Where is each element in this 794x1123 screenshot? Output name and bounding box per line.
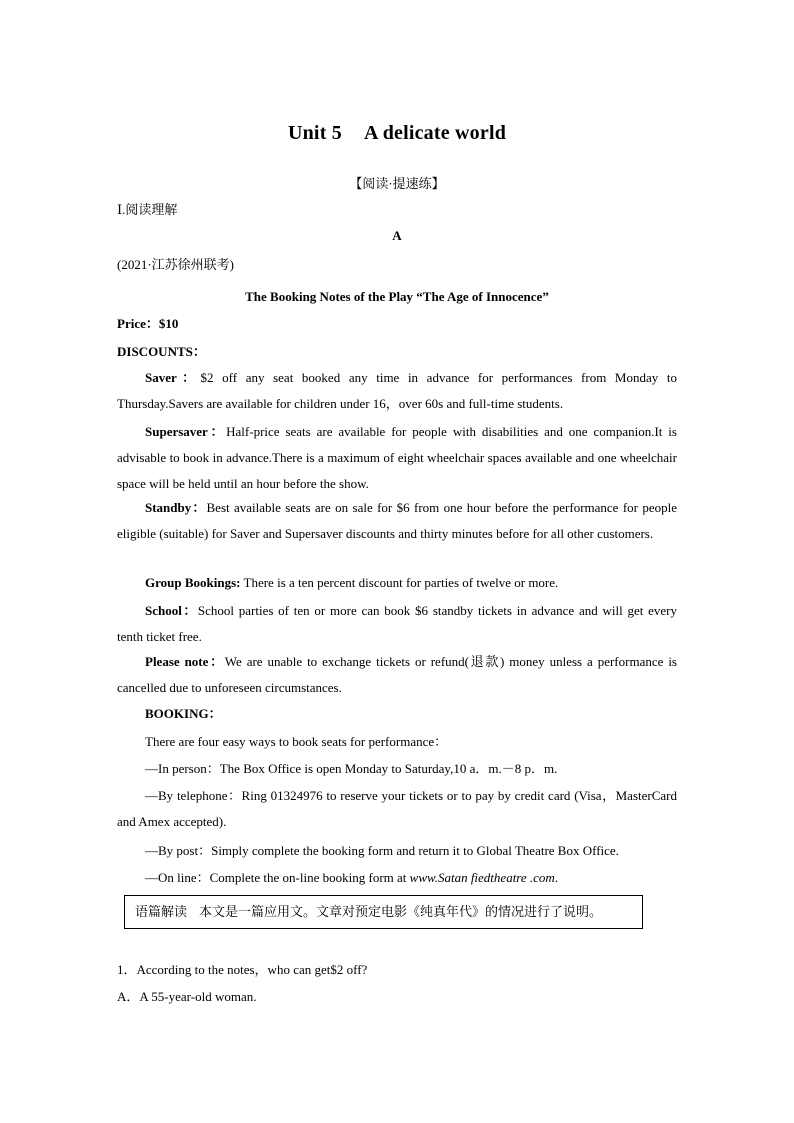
page-title — [0, 122, 794, 145]
supersaver-label: Supersaver： — [145, 424, 227, 439]
saver-label: Saver： — [145, 370, 201, 385]
analysis-text: 本文是一篇应用文。文章对预定电影《纯真年代》的情况进行了说明。 — [199, 904, 603, 919]
discounts-heading: DISCOUNTS： — [117, 344, 206, 359]
passage-title: The Booking Notes of the Play “The Age of Innocence” — [245, 289, 549, 304]
standby-label: Standby： — [145, 500, 207, 515]
group-paragraph — [117, 570, 677, 596]
booking-online-url: www.Satan fiedtheatre .com — [409, 870, 555, 885]
booking-online-suffix: . — [554, 870, 559, 885]
question-1-option-a: A．A 55-year-old woman. — [117, 989, 257, 1004]
analysis-box — [124, 895, 643, 929]
title-unit: Unit 5 — [287, 122, 342, 144]
title-name: A delicate world — [363, 122, 507, 144]
note-paragraph — [117, 649, 677, 701]
passage-label: A — [392, 228, 402, 243]
analysis-label: 语篇解读 — [135, 904, 188, 919]
booking-intro: There are four easy ways to book seats for performance： — [145, 734, 448, 749]
booking-post: —By post：Simply complete the booking form and return it to Global Theatre Box Office. — [145, 843, 619, 858]
price-label: Price： — [117, 316, 159, 331]
school-text: School parties of ten or more can book $6 standby tickets in advance and will get every tenth ticket free. — [117, 603, 677, 644]
booking-heading: BOOKING： — [145, 706, 222, 721]
note-label: Please note： — [145, 654, 225, 669]
standby-paragraph — [117, 495, 677, 547]
price-line — [117, 316, 677, 332]
subtitle: 【阅读·提速练】 — [349, 176, 445, 191]
booking-online — [145, 870, 558, 886]
section-heading: Ⅰ.阅读理解 — [117, 202, 178, 217]
question-1: 1．According to the notes，who can get$2 off? — [117, 962, 368, 977]
standby-text: Best available seats are on sale for $6 from one hour before the performance for people eligible (suitable) for Saver and Supersaver discounts and thirty minutes before for all other customers. — [117, 500, 678, 541]
school-paragraph — [117, 598, 677, 650]
saver-paragraph — [117, 365, 677, 417]
saver-text: $2 off any seat booked any time in advance for performances from Monday to Thursday.Savers are available for children under 16，over 60s and full-time students. — [117, 370, 677, 411]
school-label: School： — [145, 603, 198, 618]
booking-telephone: —By telephone：Ring 01324976 to reserve your tickets or to pay by credit card (Visa，MasterCard and Amex accepted). — [117, 788, 677, 829]
booking-online-text: —On line：Complete the on-line booking form at — [145, 870, 410, 885]
note-text: We are unable to exchange tickets or refund(退款) money unless a performance is cancelled due to unforeseen circumstances. — [117, 654, 677, 695]
booking-in-person: —In person：The Box Office is open Monday to Saturday,10 a．m.－8 p．m. — [145, 761, 558, 776]
supersaver-paragraph — [117, 419, 677, 497]
group-text: There is a ten percent discount for parties of twelve or more. — [243, 575, 559, 590]
price-value: $10 — [158, 316, 179, 331]
passage-source: (2021·江苏徐州联考) — [117, 257, 234, 272]
supersaver-text: Half-price seats are available for people with disabilities and one companion.It is advisable to book in advance.There is a maximum of eight wheelchair spaces available and one wheelchair space will be held until an hour before the show. — [117, 424, 677, 491]
group-label: Group Bookings: — [145, 575, 241, 590]
